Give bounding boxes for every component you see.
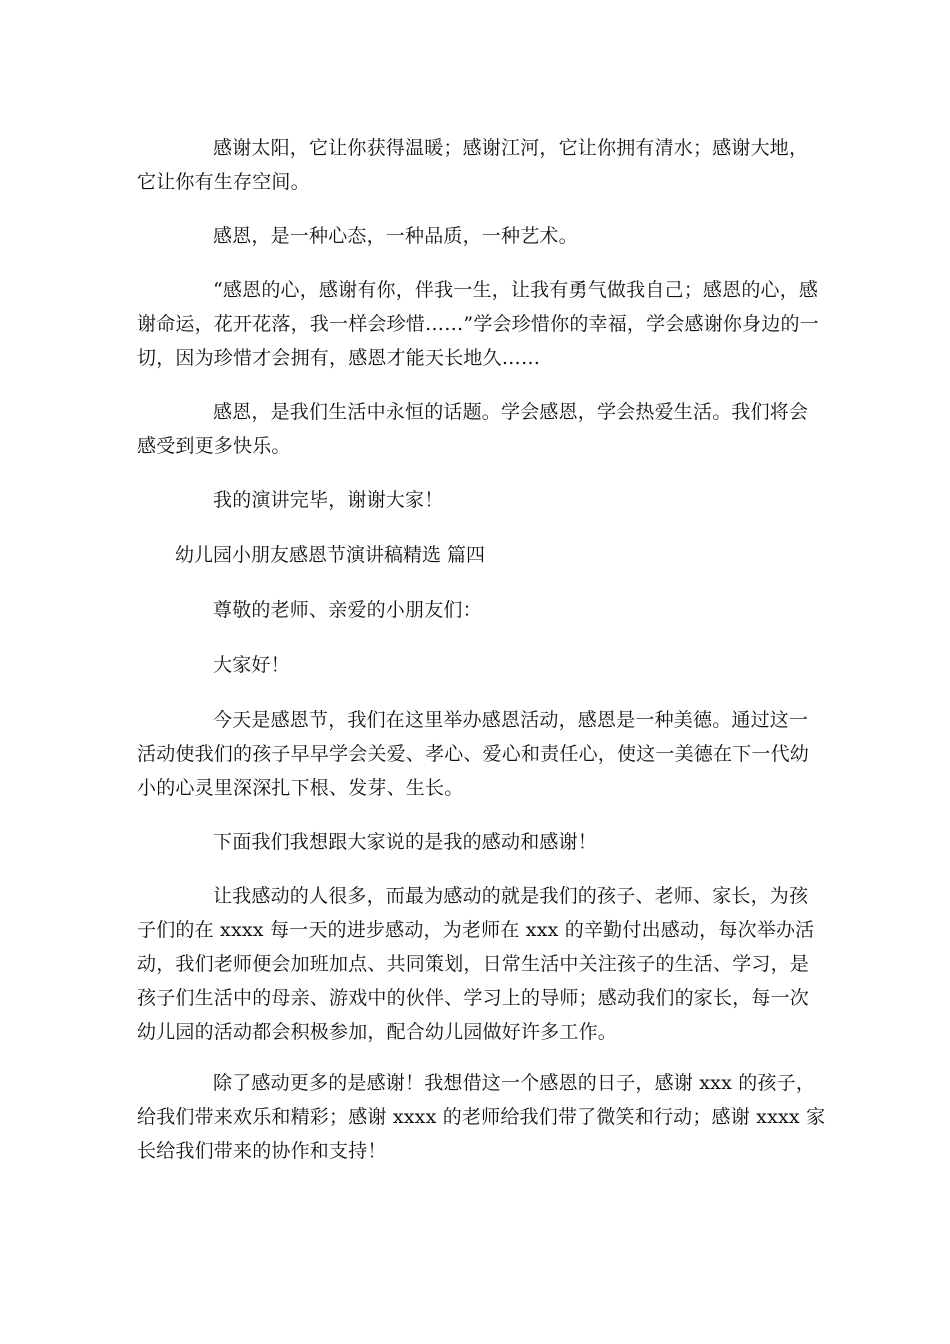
paragraph-salutation: 尊敬的老师、亲爱的小朋友们：	[213, 599, 482, 621]
paragraph-thanksgiving-intro: 今天是感恩节，我们在这里举办感恩活动，感恩是一种美德。通过这一活动使我们的孩子早早学会关爱、孝心、爱心和责任心，使这一美德在下一代幼小的心灵里深深扎下根、发芽、生长。	[137, 709, 810, 799]
paragraph-eternal-topic: 感恩，是我们生活中永恒的话题。学会感恩，学会热爱生活。我们将会感受到更多快乐。	[137, 401, 809, 457]
paragraph-thanks-closing: 除了感动更多的是感谢！我想借这一个感恩的日子，感谢 xxx 的孩子，给我们带来欢乐和精彩；感谢 xxxx 的老师给我们带了微笑和行动；感谢 xxxx 家长给我们带来的协作和支持！	[137, 1072, 826, 1162]
paragraph-people-who-moved: 让我感动的人很多，而最为感动的就是我们的孩子、老师、家长，为孩子们的在 xxxx 每一天的进步感动，为老师在 xxx 的辛勤付出感动，每次举办活动，我们老师便会加班加点、共同策划，日常生活中关注孩子的生活、学习，是孩子们生活中的母亲、游戏中的伙伴、学习上的导师；感动我们的家长，每一次幼儿园的活动都会积极参加，配合幼儿园做好许多工作。	[137, 885, 815, 1043]
paragraph-gratitude-definition: 感恩，是一种心态，一种品质，一种艺术。	[213, 225, 578, 247]
paragraph-grateful-heart-song: “感恩的心，感谢有你，伴我一生，让我有勇气做我自己；感恩的心，感谢命运，花开花落，我一样会珍惜……”学会珍惜你的幸福，学会感谢你身边的一切，因为珍惜才会拥有，感恩才能天长地久……	[137, 279, 819, 369]
paragraph-greeting: 大家好！	[213, 654, 290, 676]
paragraph-moved-and-thanks: 下面我们我想跟大家说的是我的感动和感谢！	[213, 831, 598, 853]
paragraph-speech-end: 我的演讲完毕，谢谢大家！	[213, 489, 444, 511]
paragraph-thanks-nature: 感谢太阳，它让你获得温暖；感谢江河，它让你拥有清水；感谢大地，它让你有生存空间。	[137, 137, 809, 193]
section-heading: 幼儿园小朋友感恩节演讲稿精选 篇四	[175, 544, 486, 566]
